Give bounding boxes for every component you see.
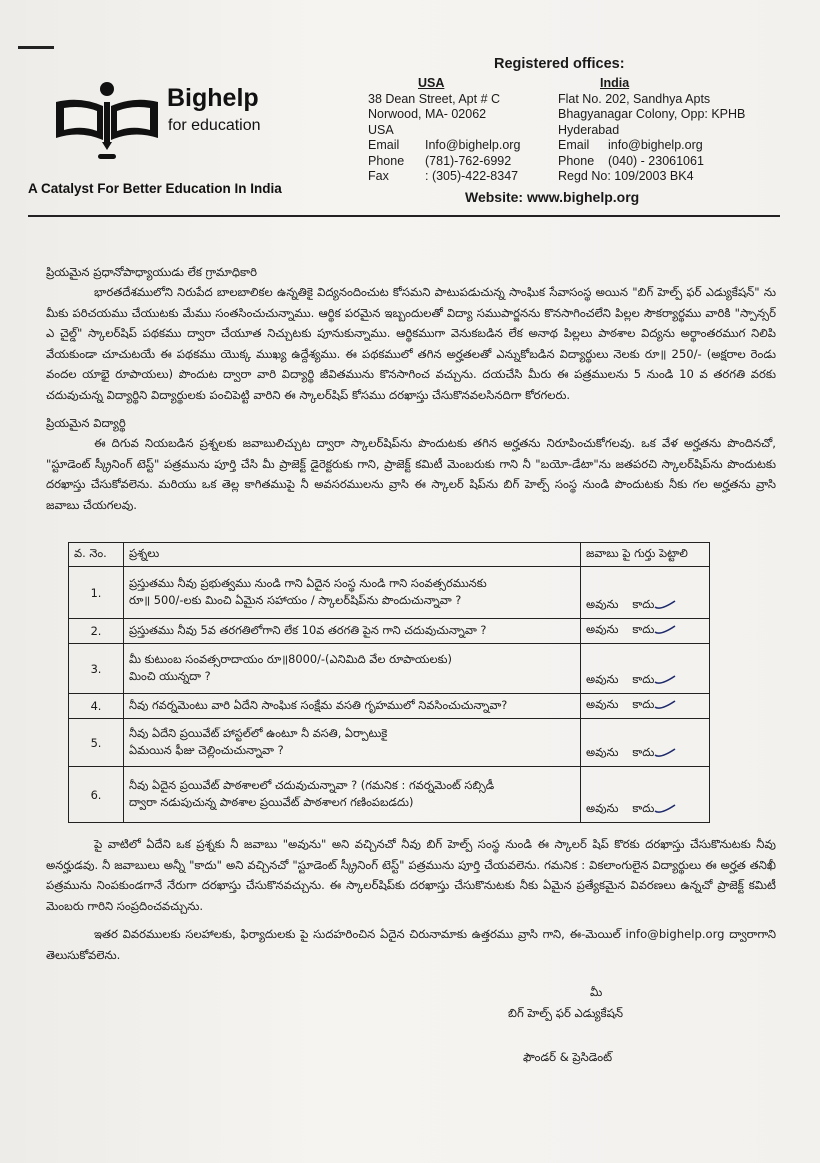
question-cell [124,619,581,644]
check-mark-icon [654,804,676,814]
col-answer: జవాబు పై గుర్తు పెట్టాలి [581,543,710,567]
row-number: 1. [69,567,124,619]
option-yes[interactable]: అవును [586,801,619,815]
option-yes[interactable]: అవును [586,672,619,686]
question-cell [124,719,581,767]
question-line: ప్రస్తుతము నీవు ప్రభుత్వము నుండి గాని ఏదైన సంస్థ నుండి గాని సంవత్సరమునకు [129,575,487,590]
closing: మీ [590,985,603,999]
question-line: రూ॥ 500/-లకు మించి ఏమైన సహాయం / స్కాలర్‌షిప్‌ను పొందుచున్నావా ? [129,592,462,607]
answer-cell [581,619,710,644]
india-phone: (040) - 23061061 [608,153,704,168]
check-mark-icon [654,748,676,758]
col-questions: ప్రశ్నలు [124,543,581,567]
table-row [69,567,710,619]
usa-address [368,76,548,185]
india-phone-label: Phone [558,153,595,168]
option-no[interactable]: కాదు [632,622,655,636]
check-mark-icon [654,600,676,610]
usa-fax-label: Fax [368,169,389,183]
row-number: 3. [69,644,124,694]
answer-cell [581,644,710,694]
organization-name: బిగ్ హెల్ప్ ఫర్ ఎడ్యుకేషన్ [508,1006,624,1020]
check-mark-icon [654,625,676,635]
usa-line2: Norwood, MA- 02062 [368,107,487,121]
instructions-paragraph: ఈ దిగువ నియబడిన ప్రశ్నలకు జవాబులిచ్చుట ద్వారా స్కాలర్‌షిప్‌ను పొందుటకు తగిన అర్హతను నిరూపించుకోగలవు. ఒక వేళ అర్హతను పొందినచో, "స్టూడెంట్ స్క్రీనింగ్ టెస్ట్" పత్రమును పూర్తి చేసి మీ ప్రాజెక్ట్ డైరెక్టరుకు గాని, ప్రాజెక్ట్ కమిటీ మెంబరుకు గాని నీ "బయో-డేటా"ను జతపరచి స్కాలర్‌షిప్‌ను పొందుటకు దరఖాస్తు చేసుకోవలెను. మరియు ఒక తెల్ల కాగితముపై నీ అవసరములను వ్రాసి ఈ స్కాలర్ షిప్‌ను బిగ్ హెల్ప్ సంస్థ నుండి పొందుటకు నీకు గల అర్హతను వ్రాసి జవాబు చేయగలవు. [46,436,776,512]
option-yes[interactable]: అవును [586,597,619,611]
col-serial: వ. నెం. [69,543,124,567]
question-cell [124,767,581,823]
table-row [69,644,710,694]
website[interactable]: Website: www.bighelp.org [465,189,640,205]
table-row [69,767,710,823]
question-line: ప్రస్తుతము నీవు 5వ తరగతిలోగాని లేక 10వ తరగతి పైన గాని చదువుచున్నావా ? [129,622,487,637]
brand-subtitle: for education [168,117,261,134]
option-yes[interactable]: అవును [586,697,619,711]
answer-cell [581,694,710,719]
question-cell [124,694,581,719]
usa-line1: 38 Dean Street, Apt # C [368,91,501,106]
question-line: మించి యున్నదా ? [129,668,211,683]
usa-phone: (781)-762-6992 [425,153,512,168]
answer-cell [581,567,710,619]
table-header-row [69,543,710,567]
check-mark-icon [654,675,676,685]
question-line: మీ కుటుంబ సంవత్సరాదాయం రూ॥8000/-(ఎనిమిది వేల రూపాయలకు) [129,651,452,666]
usa-email-label: Email [368,138,400,152]
india-regd: Regd No: 109/2003 BK4 [558,169,694,183]
intro-paragraph: భారతదేశములోని నిరుపేద బాలబాలికల ఉన్నతికై విద్యనందించుట కోసమని పాటుపడుచున్న సాంఘిక సేవాసంస్థ అయిన "బిగ్ హెల్ప్ ఫర్ ఎడ్యుకేషన్" ను మీకు పరిచయము చేయుటకు మేము సంతసించుచున్నాము. ఆర్థిక పరమైన ఇబ్బందులతో విద్యా సముపార్జనను కొనసాగించలేని పిల్లల సౌకర్యార్థము వారికి "స్పాన్సర్ ఎ చైల్డ్" స్కాలర్‌షిప్ పథకము ద్వారా చేయూత నిచ్చుటకు పూనుకున్నాము. ఆర్థికముగా వెనుకబడిన లేక అనాథ పిల్లలు పాఠశాల విద్యను అర్థాంతరముగ నిలిపి వేయకుండా చూచుటయే ఈ పథకము యొక్క ముఖ్య ఉద్దేశ్యము. ఈ పథకములో తగిన అర్హతలతో ఎన్నుకోబడిన విద్యార్థులు నెలకు రూ॥ 250/- (అక్షరాల రెండు వందల యాభై రూపాయలు) పొందుట ద్వారా వారి విద్యార్థి జీవితమును కొనసాగించ వచ్చును. దయచేసి మీరు ఈ పత్రములను 5 నుండి 10 వ తరగతి వరకు చదువుచున్న విద్యార్థిని విద్యార్థులకు పంచిపెట్టి వారిని ఈ స్కాలర్‌షిప్ కోసము దరఖాస్తు చేసుకొనవలసినదిగా కోరగలరు. [46,285,776,402]
option-yes[interactable]: అవును [586,622,619,636]
row-number: 2. [69,619,124,644]
registered-offices-title: Registered offices: [494,56,625,72]
header-divider [28,215,780,217]
table-row [69,719,710,767]
india-line3: Hyderabad [558,122,620,137]
check-mark-icon [654,700,676,710]
question-line: నీవు ఏదేని ప్రయివేట్ హాస్టల్‌లో ఉంటూ నీ వసతి, ఏర్పాటుకై [129,725,388,740]
question-line: ఏమయిన ఫీజు చెల్లించుచున్నావా ? [129,742,284,757]
usa-line3: USA [368,122,394,137]
question-cell [124,644,581,694]
usa-phone-label: Phone [368,153,405,168]
signatory: ఫౌండర్ & ప్రెసిడెంట్ [523,1050,613,1064]
india-address [558,76,778,185]
usa-heading: USA [418,76,445,90]
eligibility-table [68,542,710,823]
india-line1: Flat No. 202, Sandhya Apts [558,91,711,106]
table-row [69,694,710,719]
india-heading: India [600,76,630,90]
option-yes[interactable]: అవును [586,745,619,759]
option-no[interactable]: కాదు [632,672,655,686]
answer-cell [581,767,710,823]
usa-fax: : (305)-422-8347 [425,169,519,183]
table-row [69,619,710,644]
note-paragraph: పై వాటిలో ఏదేని ఒక ప్రశ్నకు నీ జవాబు "అవును" అని వచ్చినచో నీవు బిగ్ హెల్ప్ సంస్థ నుండి ఈ స్కాలర్ షిప్ కొరకు దరఖాస్తు చేసుకొనుటకు నీవు అనర్హుడవు. నీ జవాబులు అన్నీ "కాదు" అని వచ్చినచో "స్టూడెంట్ స్క్రీనింగ్ టెస్ట్" పత్రమును పూర్తి చేయవలెను. గమనిక : వికలాంగులైన విద్యార్థులు ఈ అర్హత తనిఖీ పత్రమును నింపకుండగానే నేరుగా దరఖాస్తు చేసుకొనవచ్చును. ఈ స్కాలర్‌షిప్‌కు దరఖాస్తు చేసుకొనుటకు నీకు ఏమైన ప్రత్యేకమైన వివరణలు ఉన్నచో ప్రాజెక్ట్ కమిటీ మెంబరు గారిని సంప్రదించవచ్చును. [46,837,776,913]
row-number: 6. [69,767,124,823]
india-line2: Bhagyanagar Colony, Opp: KPHB [558,107,746,121]
salutation-student: ప్రియమైన విద్యార్థి [46,416,126,430]
question-line: నీవు ఏదైన ప్రయివేట్ పాఠశాలలో చదువుచున్నావా ? (గమనిక : గవర్నమెంట్ సబ్సిడీ [129,777,495,792]
question-line: నీవు గవర్నమెంటు వారి ఏదేని సాంఘిక సంక్షేమ వసతి గృహములో నివసించుచున్నావా? [129,697,508,712]
usa-email[interactable]: Info@bighelp.org [425,138,521,152]
open-book-logo-icon [52,80,162,162]
question-line: ద్వారా నడుపుచున్న పాఠశాల ప్రయివేట్ పాఠశాలగ గణింపబడదు) [129,794,414,809]
question-cell [124,567,581,619]
india-email[interactable]: info@bighelp.org [608,138,703,152]
brand-name: Bighelp [167,84,259,112]
option-no[interactable]: కాదు [632,745,655,759]
scan-mark [18,46,54,49]
answer-cell [581,719,710,767]
salutation-headmaster: ప్రియమైన ప్రధానోపాధ్యాయుడు లేక గ్రామాధికారి [46,265,257,279]
india-email-label: Email [558,138,590,152]
option-no[interactable]: కాదు [632,801,655,815]
option-no[interactable]: కాదు [632,697,655,711]
row-number: 4. [69,694,124,719]
contact-paragraph: ఇతర వివరములకు సలహాలకు, ఫిర్యాదులకు పై సుదహరించిన ఏదైన చిరునామాకు ఉత్తరము వ్రాసి గాని, ఈ-మెయిల్ info@bighelp.org ద్వారాగాని తెలుసుకోవలెను. [46,927,776,962]
tagline: A Catalyst For Better Education In India [28,181,282,196]
option-no[interactable]: కాదు [632,597,655,611]
row-number: 5. [69,719,124,767]
